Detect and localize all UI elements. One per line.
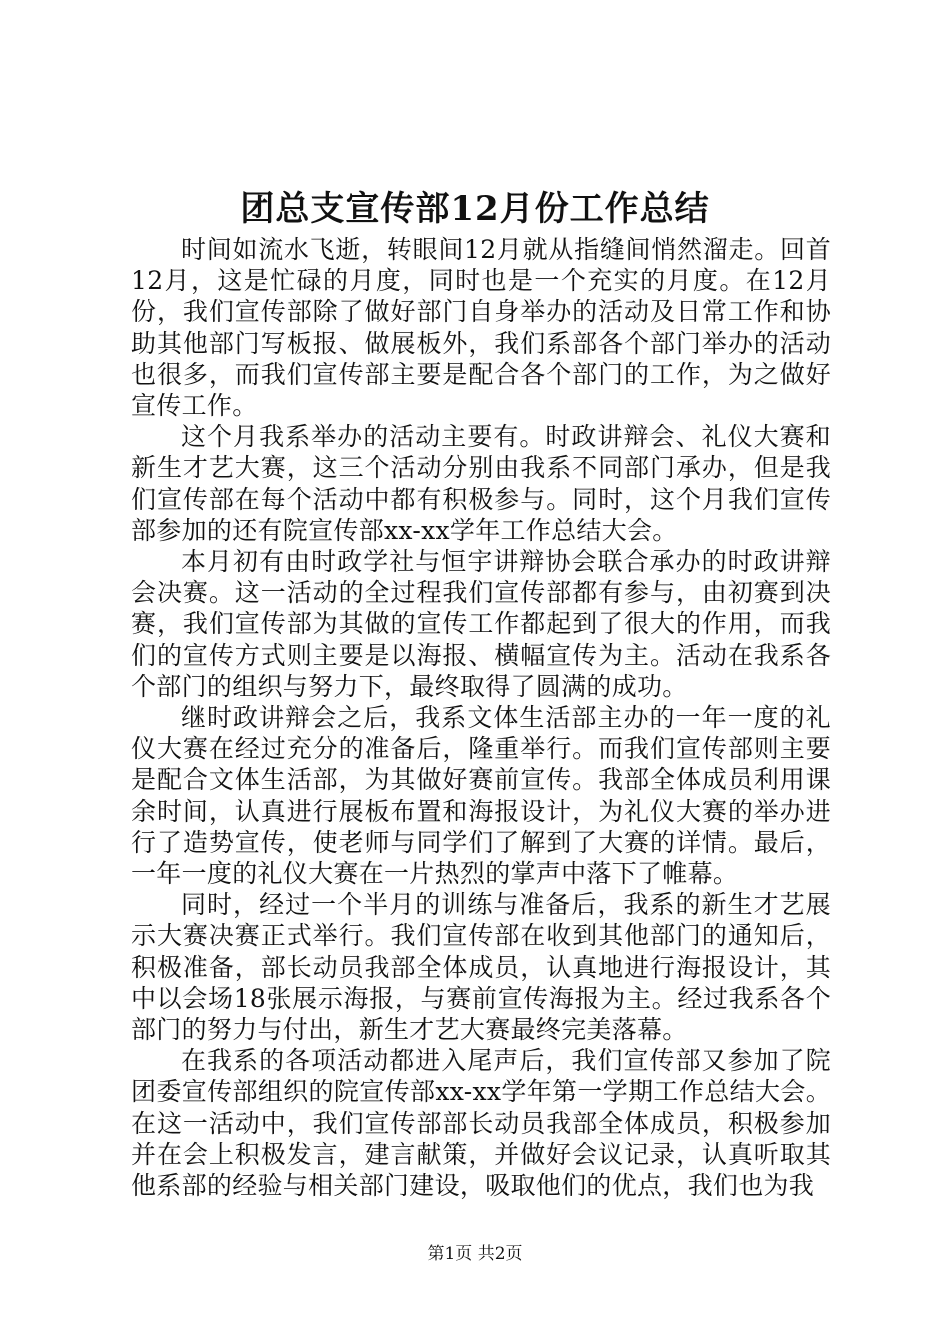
document-body [131,234,831,1201]
page-number-footer: 第1页 共2页 [427,1244,523,1264]
paragraph-3: 本月初有由时政学社与恒宇讲辩协会联合承办的时政讲辩会决赛。这一活动的全过程我们宣传部都有参与，由初赛到决赛，我们宣传部为其做的宣传工作都起到了很大的作用，而我们的宣传方式则主要是以海报、横幅宣传为主。活动在我系各个部门的组织与努力下，最终取得了圆满的成功。 [131,547,831,701]
paragraph-5: 同时，经过一个半月的训练与准备后，我系的新生才艺展示大赛决赛正式举行。我们宣传部在收到其他部门的通知后，积极准备，部长动员我部全体成员，认真地进行海报设计，其中以会场18张展示海报，与赛前宣传海报为主。经过我系各个部门的努力与付出，新生才艺大赛最终完美落幕。 [131,890,831,1045]
paragraph-1: 时间如流水飞逝，转眼间12月就从指缝间悄然溜走。回首12月，这是忙碌的月度，同时也是一个充实的月度。在12月份，我们宣传部除了做好部门自身举办的活动及日常工作和协助其他部门写板报、做展板外，我们系部各个部门举办的活动也很多，而我们宣传部主要是配合各个部门的工作，为之做好宣传工作。 [131,235,831,421]
paragraph-6: 在我系的各项活动都进入尾声后，我们宣传部又参加了院团委宣传部组织的院宣传部xx-xx学年第一学期工作总结大会。在这一活动中，我们宣传部部长动员我部全体成员，积极参加并在会上积极发言，建言献策，并做好会议记录，认真听取其他系部的经验与相关部门建设，吸取他们的优点，我们也为我 [131,1046,831,1201]
document-title: 团总支宣传部12月份工作总结 [240,189,710,229]
paragraph-2: 这个月我系举办的活动主要有。时政讲辩会、礼仪大赛和新生才艺大赛，这三个活动分别由我系不同部门承办，但是我们宣传部在每个活动中都有积极参与。同时，这个月我们宣传部参加的还有院宣传部xx-xx学年工作总结大会。 [131,422,831,545]
paragraph-4: 继时政讲辩会之后，我系文体生活部主办的一年一度的礼仪大赛在经过充分的准备后，隆重举行。而我们宣传部则主要是配合文体生活部，为其做好赛前宣传。我部全体成员利用课余时间，认真进行展板布置和海报设计，为礼仪大赛的举办进行了造势宣传，使老师与同学们了解到了大赛的详情。最后，一年一度的礼仪大赛在一片热烈的掌声中落下了帷幕。 [131,703,831,889]
